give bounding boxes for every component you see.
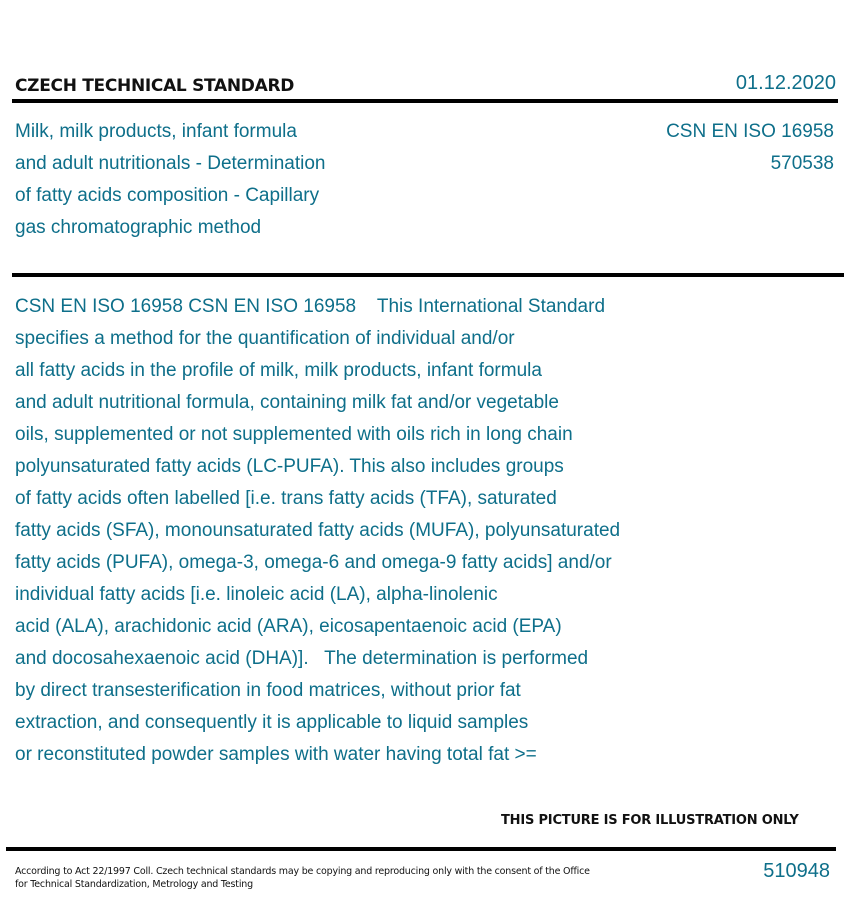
title-divider [12, 273, 844, 277]
abstract-line: oils, supplemented or not supplemented with oils rich in long chain [15, 424, 573, 445]
abstract-line: acid (ALA), arachidonic acid (ARA), eicosapentaenoic acid (EPA) [15, 616, 562, 637]
header-divider [12, 99, 838, 103]
abstract-line: CSN EN ISO 16958 CSN EN ISO 16958 This International Standard [15, 296, 606, 317]
abstract-line: individual fatty acids [i.e. linoleic acid (LA), alpha-linolenic [15, 584, 498, 605]
catalog-code: 510948 [763, 860, 830, 882]
abstract-line: extraction, and consequently it is applicable to liquid samples [15, 712, 529, 733]
abstract-line: and adult nutritional formula, containing milk fat and/or vegetable [15, 392, 559, 413]
title-line: gas chromatographic method [15, 217, 262, 238]
abstract-text [15, 291, 735, 771]
abstract-line: of fatty acids often labelled [i.e. trans fatty acids (TFA), saturated [15, 488, 557, 509]
document-title [15, 116, 395, 244]
classification-code: 570538 [770, 153, 834, 174]
footer-divider [6, 847, 836, 851]
standard-type-label: CZECH TECHNICAL STANDARD [15, 76, 295, 96]
legal-notice-line: According to Act 22/1997 Coll. Czech technical standards may be copying and reproducing only with the consent of the Office [15, 866, 590, 877]
publication-date: 01.12.2020 [735, 72, 836, 94]
abstract-line: by direct transesterification in food matrices, without prior fat [15, 680, 521, 701]
title-line: of fatty acids composition - Capillary [15, 185, 320, 206]
legal-notice-line: for Technical Standardization, Metrology and Testing [15, 879, 253, 890]
standard-identifiers [666, 116, 834, 180]
legal-notice [15, 865, 590, 891]
abstract-line: polyunsaturated fatty acids (LC-PUFA). This also includes groups [15, 456, 564, 477]
abstract-line: or reconstituted powder samples with water having total fat >= [15, 744, 537, 765]
abstract-line: specifies a method for the quantification of individual and/or [15, 328, 515, 349]
illustration-disclaimer: THIS PICTURE IS FOR ILLUSTRATION ONLY [501, 813, 799, 828]
abstract-line: fatty acids (SFA), monounsaturated fatty acids (MUFA), polyunsaturated [15, 520, 621, 541]
standard-designation: CSN EN ISO 16958 [666, 121, 834, 142]
abstract-line: and docosahexaenoic acid (DHA)]. The determination is performed [15, 648, 589, 669]
title-line: Milk, milk products, infant formula [15, 121, 297, 142]
title-line: and adult nutritionals - Determination [15, 153, 326, 174]
abstract-line: fatty acids (PUFA), omega-3, omega-6 and omega-9 fatty acids] and/or [15, 552, 612, 573]
abstract-line: all fatty acids in the profile of milk, milk products, infant formula [15, 360, 542, 381]
